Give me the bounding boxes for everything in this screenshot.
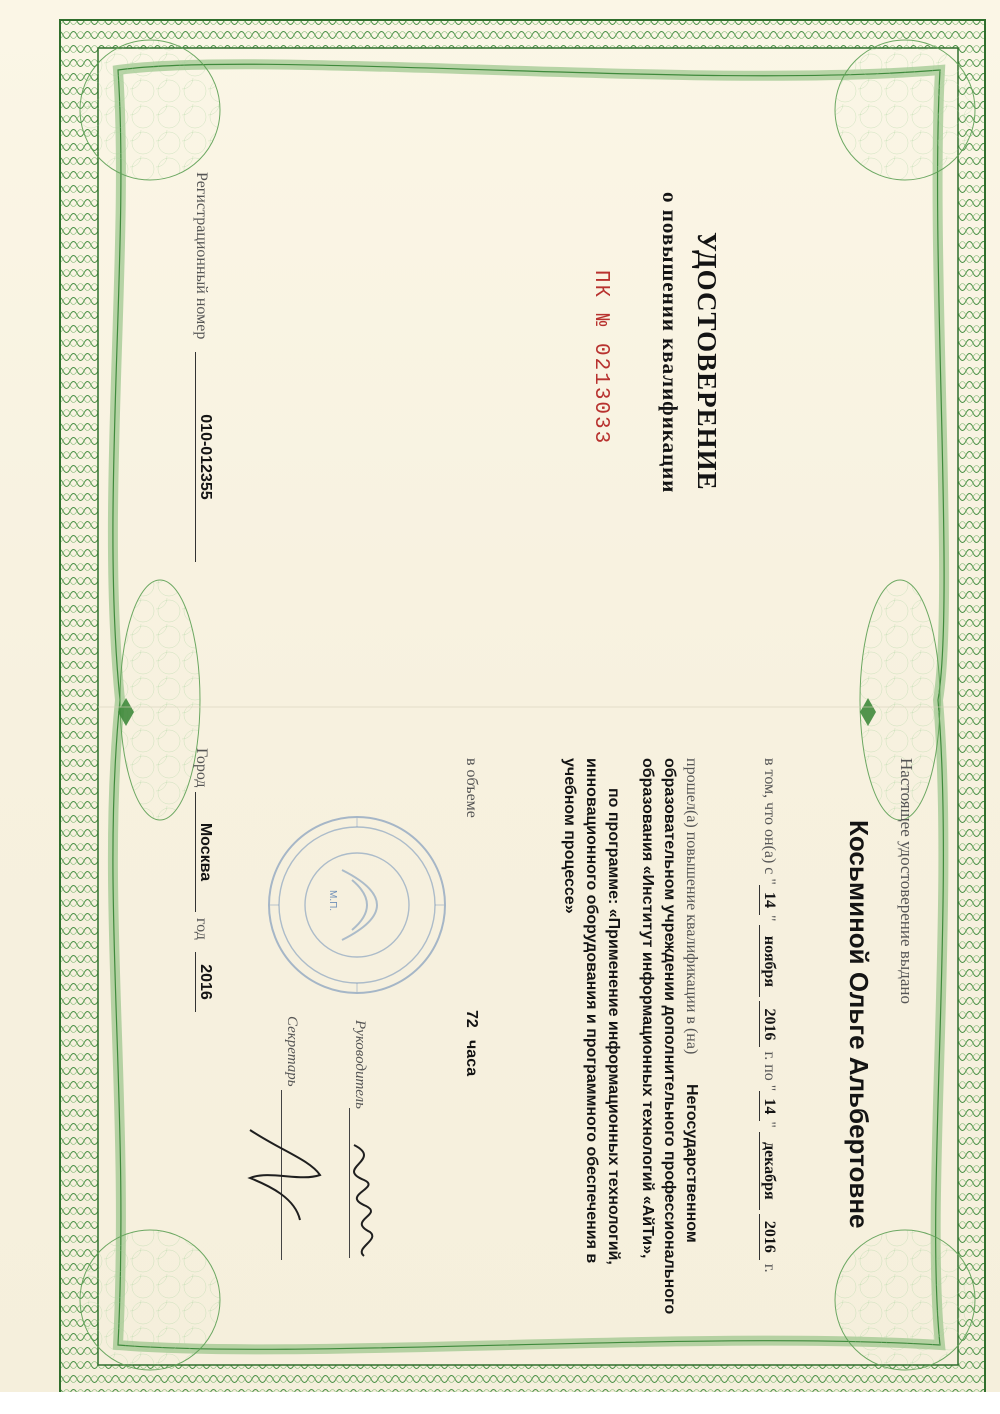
to-day: 14: [759, 1091, 778, 1121]
city-label: Город: [193, 748, 210, 788]
quote-close-2: ": [761, 1121, 778, 1128]
secretary-label: Секретарь: [284, 1016, 300, 1087]
reg-number-label: Регистрационный номер: [193, 172, 210, 340]
city-value: Москва: [195, 792, 214, 912]
certificate-title: УДОСТОВЕРЕНИЕ: [692, 232, 722, 491]
period-to: г. по: [761, 1051, 778, 1081]
passed-label: прошел(а) повышение квалификации в (на): [683, 758, 700, 1055]
program-line-1: по программе: «Применение информационных технологий,: [605, 788, 622, 1265]
director-label: Руководитель: [352, 1020, 368, 1109]
certificate-number: ПК № 0213033: [589, 270, 612, 446]
institution-line-1: Негосударственном: [683, 1084, 700, 1243]
reg-number-value: 010-012355: [195, 352, 214, 562]
from-day: 14: [759, 885, 778, 915]
to-year: 2016: [759, 1214, 778, 1260]
institution-line-3: образования «Институт информационных технологий «АйТи»,: [639, 758, 656, 1259]
period-line: [759, 758, 778, 1273]
quote-open-2: ": [761, 1084, 778, 1092]
year-value: 2016: [195, 952, 214, 1012]
from-month: ноября: [759, 925, 778, 997]
seal-mp: М.П.: [327, 890, 338, 912]
recipient-name: Косьминой Ольге Альбертовне: [844, 820, 874, 1229]
secretary-signature: [230, 1120, 340, 1230]
volume-unit: часа: [463, 1040, 480, 1077]
quote-open-1: ": [761, 878, 778, 885]
institution-line-2: образовательном учреждении дополнительного профессионального: [661, 758, 678, 1315]
quote-close-1: ": [761, 914, 778, 922]
period-end: г.: [761, 1263, 778, 1273]
period-prefix: в том, что он(а) с: [761, 758, 778, 875]
volume-value: 72: [463, 1010, 480, 1028]
from-year: 2016: [759, 1001, 778, 1047]
official-seal: [262, 810, 452, 1000]
to-month: декабря: [759, 1132, 778, 1210]
volume-label: в объеме: [463, 758, 480, 818]
certificate-subtitle: о повышении квалификации: [658, 192, 682, 494]
program-line-2: инновационного оборудования и программного обеспечения в: [583, 758, 600, 1264]
year-label: год: [193, 918, 210, 940]
intro-text: Настоящее удостоверение выдано: [897, 758, 916, 1005]
program-line-3: учебном процессе»: [561, 758, 578, 914]
